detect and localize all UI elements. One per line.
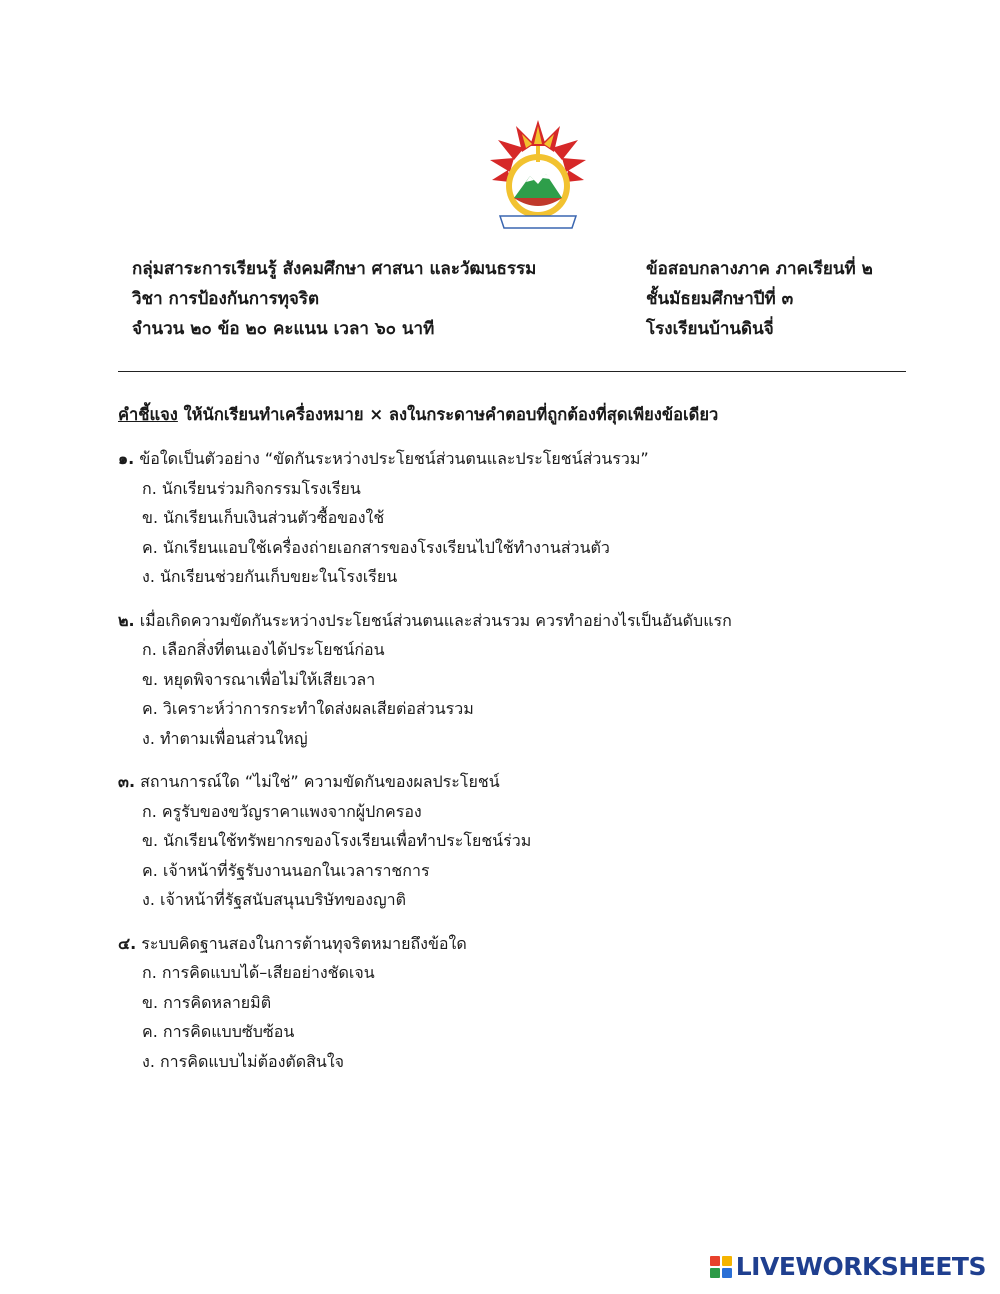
exam-info: จำนวน ๒๐ ข้อ ๒๐ คะแนน เวลา ๖๐ นาที xyxy=(132,319,435,339)
grade-level: ชั้นมัธยมศึกษาปีที่ ๓ xyxy=(646,289,794,309)
question-number: ๔. xyxy=(118,933,137,953)
instructions-text: ให้นักเรียนทำเครื่องหมาย × ลงในกระดาษคำตอบที่ถูกต้องที่สุดเพียงข้อเดียว xyxy=(177,405,719,424)
answer-option[interactable]: ก. เลือกสิ่งที่ตนเองได้ประโยชน์ก่อน xyxy=(142,640,385,659)
liveworksheets-brand[interactable] xyxy=(710,1252,986,1281)
answer-option[interactable]: ข. หยุดพิจารณาเพื่อไม่ให้เสียเวลา xyxy=(142,669,376,689)
subject-group: กลุ่มสาระการเรียนรู้ สังคมศึกษา ศาสนา และวัฒนธรรม xyxy=(132,259,537,279)
question-text: ข้อใดเป็นตัวอย่าง “ขัดกันระหว่างประโยชน์ส่วนตนและประโยชน์ส่วนรวม” xyxy=(134,449,649,468)
question xyxy=(118,444,918,592)
answer-option[interactable]: ข. การคิดหลายมิติ xyxy=(142,992,272,1012)
question-stem xyxy=(118,606,918,636)
brand-text: LIVEWORKSHEETS xyxy=(735,1252,986,1281)
question-number: ๒. xyxy=(118,610,135,630)
answer-option[interactable]: ค. การคิดแบบซับซ้อน xyxy=(142,1022,295,1041)
question xyxy=(118,767,918,915)
question-stem xyxy=(118,767,918,797)
answer-option[interactable]: ค. เจ้าหน้าที่รัฐรับงานนอกในเวลาราชการ xyxy=(142,860,430,880)
question xyxy=(118,929,918,1077)
question-text: สถานการณ์ใด “ไม่ใช่” ความขัดกันของผลประโยชน์ xyxy=(135,772,500,791)
question-text: เมื่อเกิดความขัดกันระหว่างประโยชน์ส่วนตนและส่วนรวม ควรทำอย่างไรเป็นอันดับแรก xyxy=(134,610,732,630)
answer-option[interactable]: ก. นักเรียนร่วมกิจกรรมโรงเรียน xyxy=(142,478,361,498)
answer-option[interactable]: ข. นักเรียนใช้ทรัพยากรของโรงเรียนเพื่อทำประโยชน์ร่วม xyxy=(142,831,532,850)
answer-option[interactable]: ง. นักเรียนช่วยกันเก็บขยะในโรงเรียน xyxy=(142,567,398,586)
answer-option[interactable]: ค. นักเรียนแอบใช้เครื่องถ่ายเอกสารของโรงเรียนไปใช้ทำงานส่วนตัว xyxy=(142,537,610,557)
header-divider xyxy=(118,371,906,372)
answer-option[interactable]: ง. ทำตามเพื่อนส่วนใหญ่ xyxy=(142,728,308,748)
question-list xyxy=(118,444,918,1090)
question-text: ระบบคิดฐานสองในการต้านทุจริตหมายถึงข้อใด xyxy=(136,933,467,953)
answer-option[interactable]: ง. การคิดแบบไม่ต้องตัดสินใจ xyxy=(142,1051,345,1071)
answer-option[interactable]: ง. เจ้าหน้าที่รัฐสนับสนุนบริษัทของญาติ xyxy=(142,890,406,909)
logo-square xyxy=(710,1268,720,1278)
instructions-label: คำชี้แจง xyxy=(118,405,178,424)
subject-name: วิชา การป้องกันการทุจริต xyxy=(132,289,320,309)
logo-square xyxy=(722,1268,732,1278)
answer-option[interactable]: ก. การคิดแบบได้–เสียอย่างชัดเจน xyxy=(142,963,375,982)
logo-square xyxy=(722,1256,732,1266)
question xyxy=(118,606,918,754)
logo-square xyxy=(710,1256,720,1266)
instructions xyxy=(118,402,718,428)
question-number: ๑. xyxy=(118,449,135,468)
question-number: ๓. xyxy=(118,772,136,791)
school-name: โรงเรียนบ้านดินจี่ xyxy=(646,319,774,339)
question-stem xyxy=(118,444,918,474)
school-logo xyxy=(486,116,590,236)
liveworksheets-logo-icon xyxy=(710,1256,732,1278)
answer-option[interactable]: ค. วิเคราะห์ว่าการกระทำใดส่งผลเสียต่อส่วนรวม xyxy=(142,699,474,718)
answer-option[interactable]: ข. นักเรียนเก็บเงินส่วนตัวซื้อของใช้ xyxy=(142,508,385,527)
exam-title: ข้อสอบกลางภาค ภาคเรียนที่ ๒ xyxy=(646,259,873,279)
header-right xyxy=(646,254,873,344)
header-left xyxy=(132,254,536,344)
question-stem xyxy=(118,929,918,959)
answer-option[interactable]: ก. ครูรับของขวัญราคาแพงจากผู้ปกครอง xyxy=(142,801,422,821)
